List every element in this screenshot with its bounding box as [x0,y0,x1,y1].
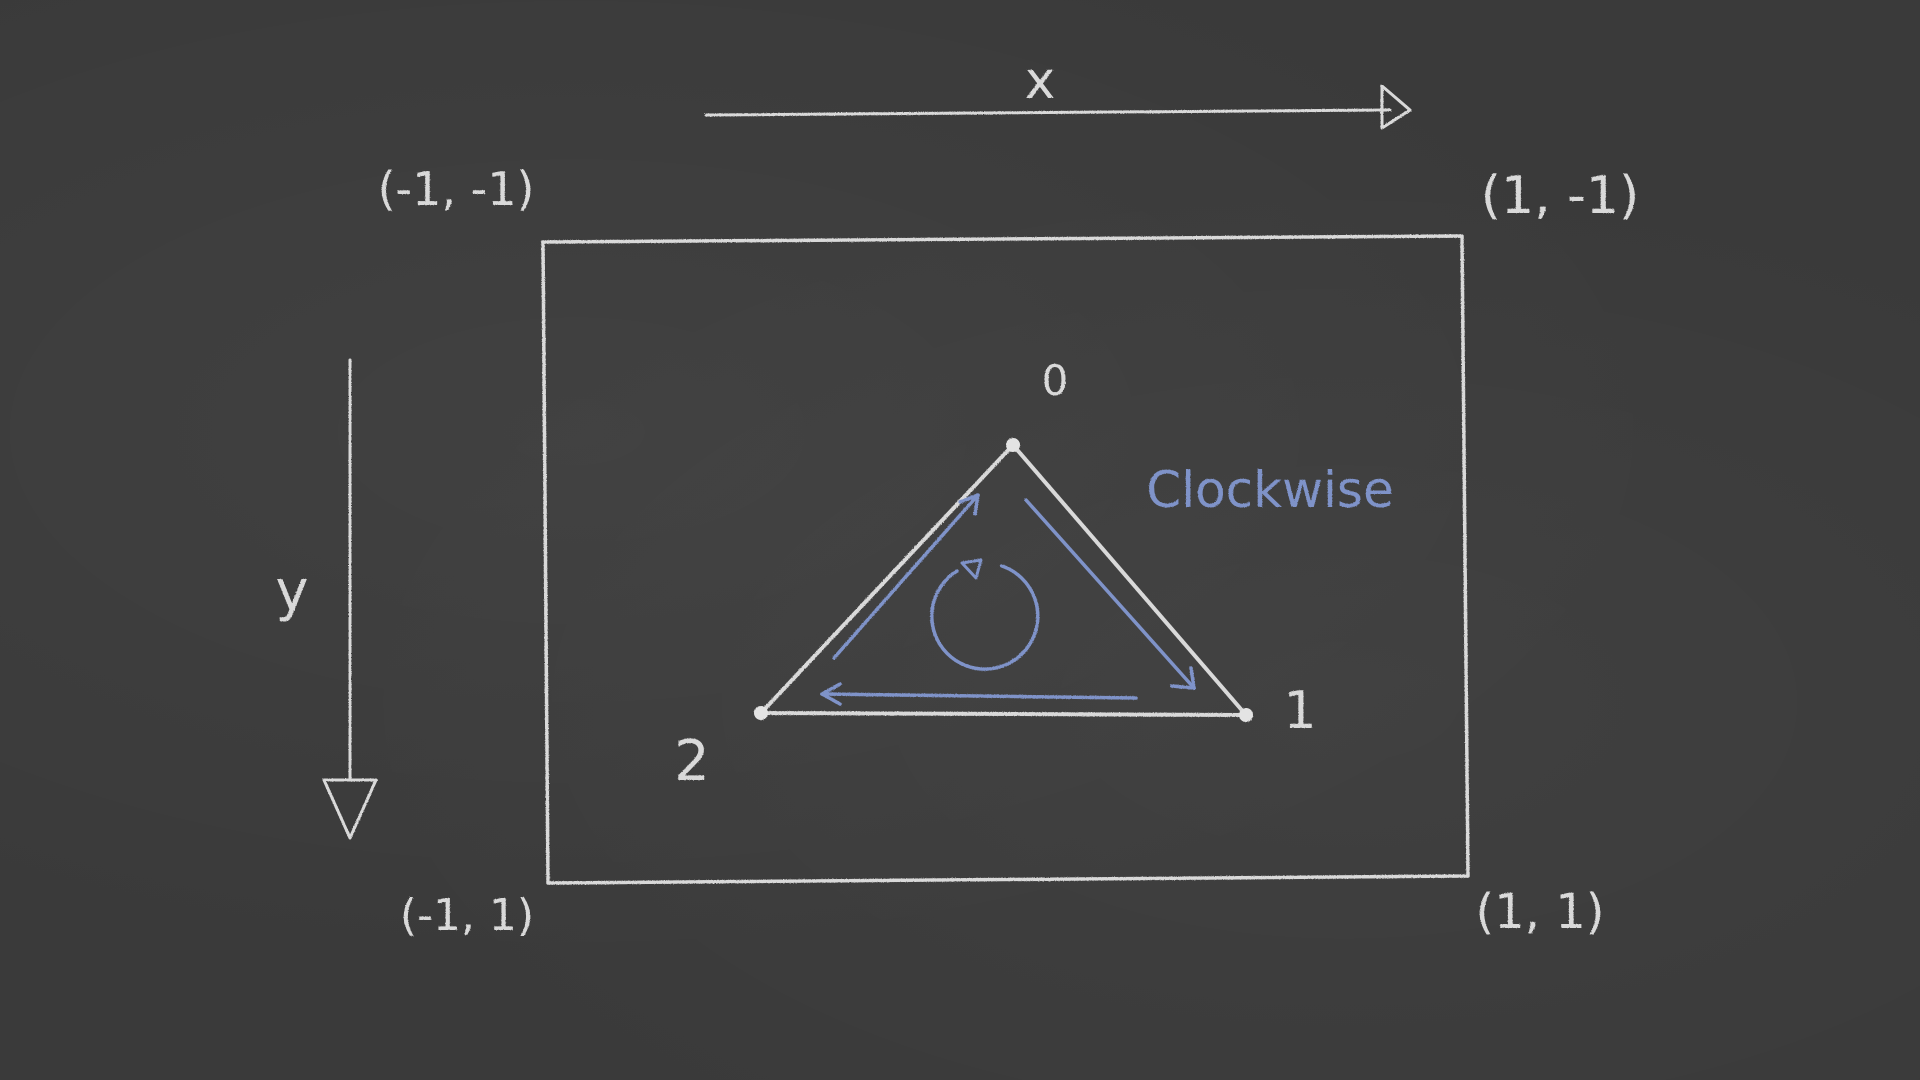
vertex-2-dot [754,706,768,720]
y-axis-arrowhead [324,780,376,838]
corner-label-bottom-right: (1, 1) [1475,884,1605,940]
corner-label-top-left: (-1, -1) [377,162,535,216]
winding-arrow-edge-2-to-0 [834,495,978,658]
corner-label-bottom-left: (-1, 1) [399,890,535,941]
vertex-0-label: 0 [1041,356,1069,405]
vertex-2-label: 2 [674,729,710,794]
y-axis-label: y [275,559,309,624]
clockwise-rotation-arrowhead-icon [962,560,981,578]
winding-label: Clockwise [1146,461,1394,519]
vertex-1-label: 1 [1283,681,1317,741]
vertex-1-dot [1239,708,1253,722]
x-axis-label: x [1024,51,1056,111]
corner-label-top-right: (1, -1) [1480,166,1640,226]
vertex-0-dot [1006,438,1020,452]
clockwise-rotation-icon [932,566,1038,669]
winding-arrow-edge-0-to-1 [1026,500,1194,688]
x-axis-arrowhead [1382,86,1410,128]
winding-arrow-edge-1-to-2 [822,694,1136,698]
